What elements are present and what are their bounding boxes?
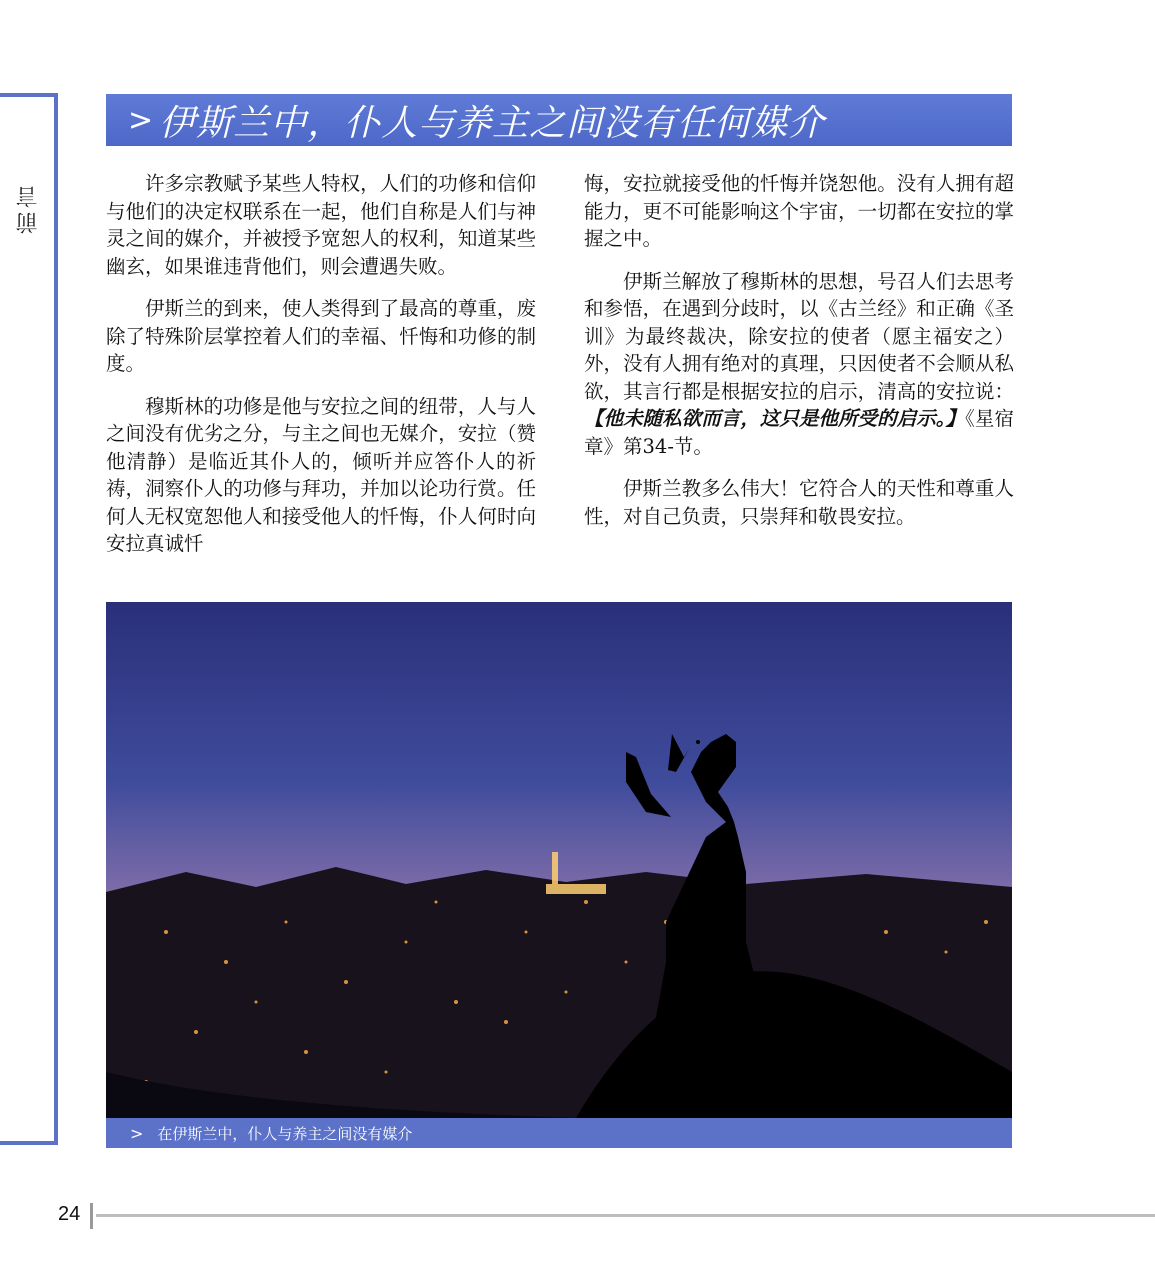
caption-chevron-icon: > — [130, 1123, 144, 1143]
section-title: 伊斯兰中，仆人与养主之间没有任何媒介 — [159, 102, 826, 144]
paragraph: 伊斯兰教多么伟大！它符合人的天性和尊重人性，对自己负责，只崇拜和敬畏安拉。 — [584, 477, 1014, 528]
right-column — [584, 170, 1014, 545]
paragraph-text: 伊斯兰解放了穆斯林的思想，号召人们去思考和参悟，在遇到分歧时，以《古兰经》和正确《圣训》为最终裁决，除安拉的使者（愿主福安之）外，没有人拥有绝对的真理，只因使者不会顺从私欲，其言行都是根据安拉的启示，清高的安拉说： — [584, 269, 1014, 403]
paragraph: 伊斯兰的到来，使人类得到了最高的尊重，废除了特殊阶层掌控着人们的幸福、忏悔和功修的制度。 — [106, 297, 536, 375]
photo-caption-bar — [106, 1118, 1012, 1148]
prayer-silhouette-image — [106, 602, 1012, 1118]
quote-source: 《星宿章》第34-节。 — [584, 407, 1014, 458]
section-title-bar — [106, 94, 1012, 146]
paragraph: 穆斯林的功修是他与安拉之间的纽带，人与人之间没有优劣之分，与主之间也无媒介，安拉（赞他清静）是临近其仆人的，倾听并应答仆人的祈祷，洞察仆人的功修与拜功，并加以论功行赏。任何人无权宽恕他人和接受他人的忏悔，仆人何时向安拉真诚忏 — [106, 394, 536, 555]
title-chevron-icon: > — [128, 102, 154, 138]
footer-divider-tick — [90, 1203, 93, 1229]
paragraph: 悔，安拉就接受他的忏悔并饶恕他。没有人拥有超能力，更不可能影响这个宇宙，一切都在安拉的掌握之中。 — [584, 172, 1014, 250]
paragraph — [584, 268, 1014, 461]
section-label: 前言 — [16, 182, 41, 234]
paragraph: 许多宗教赋予某些人特权，人们的功修和信仰与他们的决定权联系在一起，他们自称是人们与神灵之间的媒介，并被授予宽恕人的权利，知道某些幽玄，如果谁违背他们，则会遭遇失败。 — [106, 172, 536, 278]
quran-quote: 【他未随私欲而言，这只是他所受的启示。】 — [584, 407, 966, 430]
prayer-photo — [106, 602, 1012, 1118]
footer-rule — [96, 1214, 1155, 1217]
left-column — [106, 170, 536, 573]
page-number: 24 — [58, 1203, 81, 1225]
photo-caption: 在伊斯兰中，仆人与养主之间没有媒介 — [157, 1124, 413, 1143]
side-frame — [0, 93, 58, 1145]
